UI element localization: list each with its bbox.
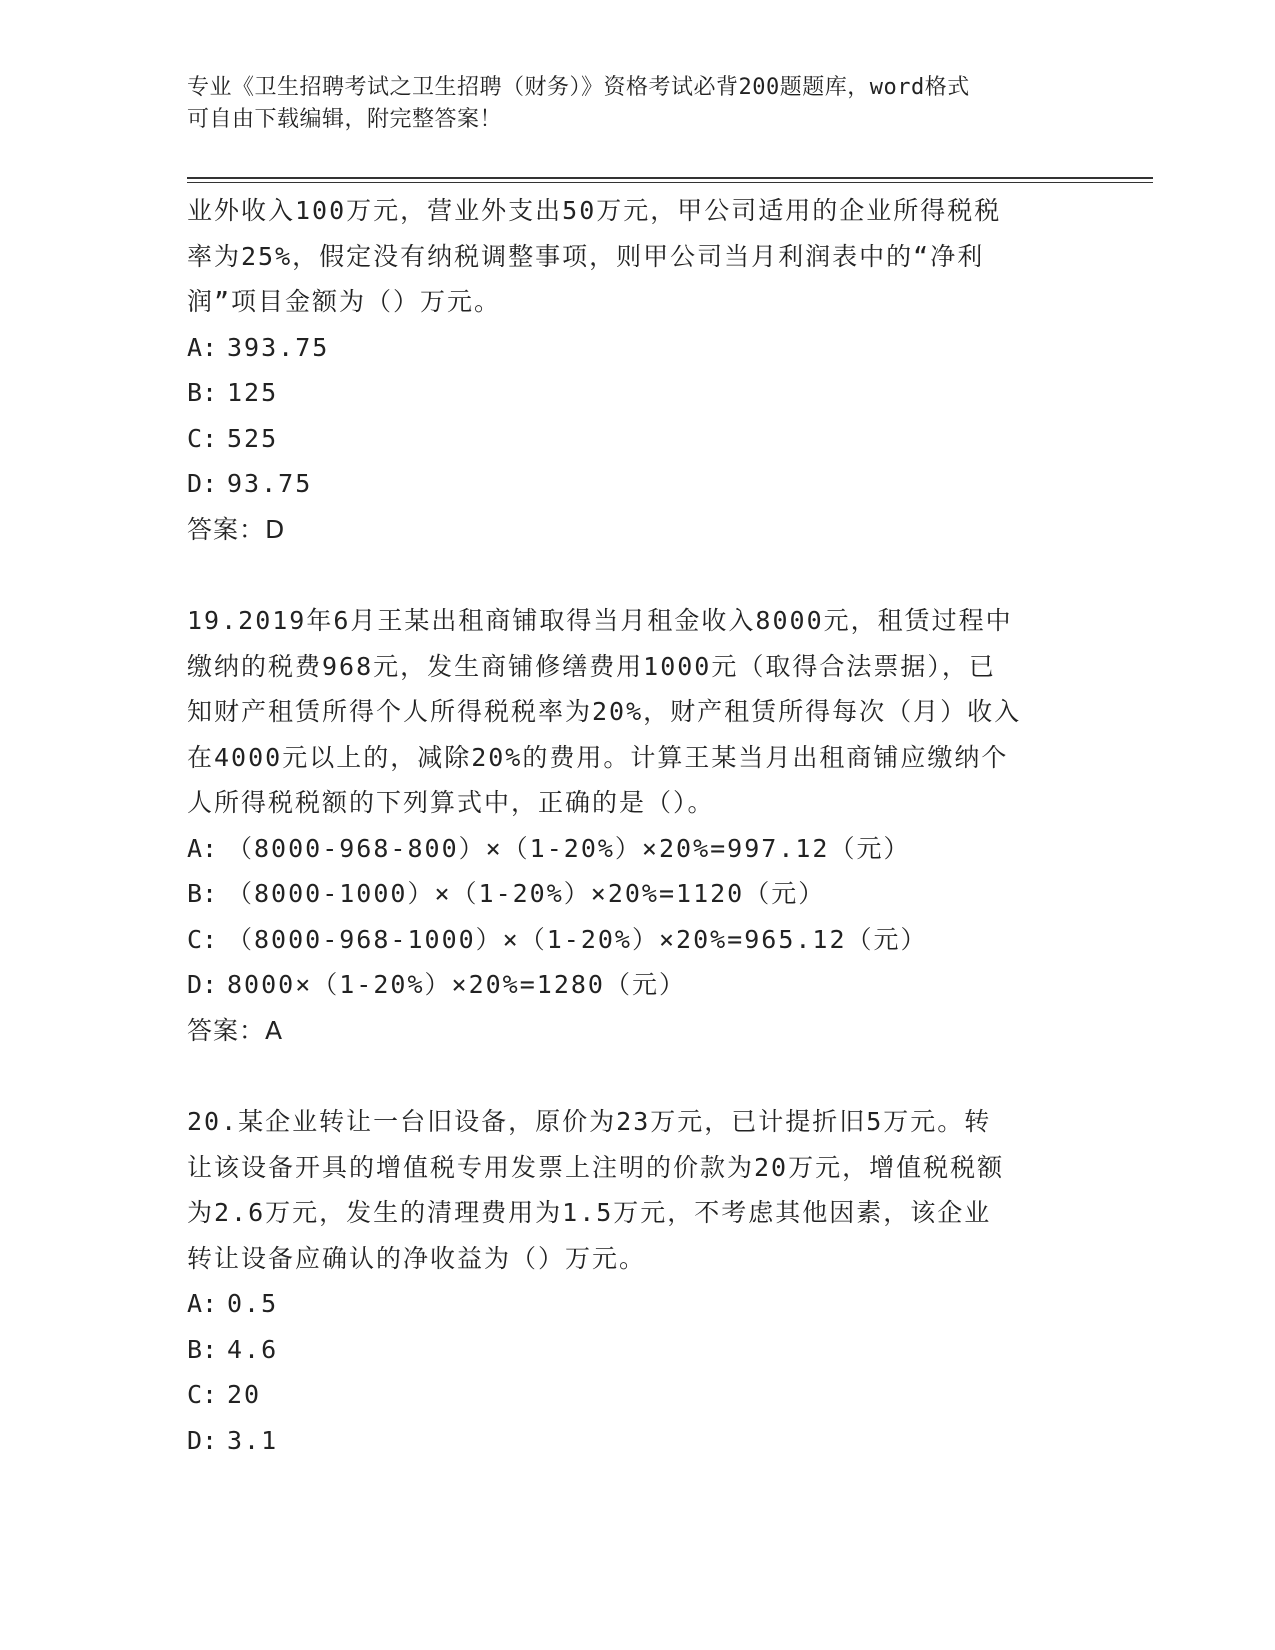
option-text: 8000×（1-20%）×20%=1280（元） bbox=[227, 970, 686, 999]
stem-line: 为2.6万元，发生的清理费用为1.5万元，不考虑其他因素，该企业 bbox=[187, 1198, 992, 1227]
option-letter: B: bbox=[187, 1334, 218, 1364]
answer-line: 答案：A bbox=[187, 1015, 284, 1045]
question-spacer bbox=[187, 552, 1097, 598]
header-line-2: 可自由下载编辑，附完整答案！ bbox=[187, 107, 503, 132]
option-letter: C: bbox=[187, 423, 218, 453]
stem-line: 知财产租赁所得个人所得税税率为20%，财产租赁所得每次（月）收入 bbox=[187, 697, 1022, 726]
option-b bbox=[187, 370, 1097, 416]
answer-line: 答案：D bbox=[187, 514, 286, 544]
option-letter: C: bbox=[187, 1380, 218, 1409]
question-stem bbox=[187, 1099, 1097, 1281]
option-text: 125 bbox=[227, 378, 279, 407]
option-letter: B: bbox=[187, 378, 218, 407]
question-stem bbox=[187, 598, 1097, 826]
option-text: 0.5 bbox=[227, 1289, 279, 1318]
stem-line: 率为25%，假定没有纳税调整事项，则甲公司当月利润表中的“净利 bbox=[187, 241, 985, 271]
option-text: 93.75 bbox=[227, 469, 313, 498]
header-divider-thin bbox=[187, 182, 1153, 183]
question-20 bbox=[187, 1099, 1097, 1463]
option-text: 3.1 bbox=[227, 1425, 279, 1455]
option-letter: D: bbox=[187, 970, 218, 999]
option-a bbox=[187, 325, 1097, 371]
stem-line: 让该设备开具的增值税专用发票上注明的价款为20万元，增值税税额 bbox=[187, 1152, 1005, 1182]
option-d bbox=[187, 461, 1097, 507]
question-stem bbox=[187, 188, 1097, 325]
option-letter: A: bbox=[187, 332, 218, 362]
question-list bbox=[187, 188, 1097, 1463]
option-d bbox=[187, 962, 1097, 1008]
question-19 bbox=[187, 598, 1097, 1053]
option-text: （8000-1000）×（1-20%）×20%=1120（元） bbox=[227, 879, 826, 908]
option-letter: B: bbox=[187, 879, 218, 908]
option-letter: A: bbox=[187, 833, 218, 863]
stem-line: 业外收入100万元，营业外支出50万元，甲公司适用的企业所得税税 bbox=[187, 196, 1002, 225]
stem-line: 20.某企业转让一台旧设备，原价为23万元，已计提折旧5万元。转 bbox=[187, 1107, 992, 1136]
option-c bbox=[187, 917, 1097, 963]
option-text: 20 bbox=[227, 1380, 262, 1409]
option-text: 525 bbox=[227, 423, 279, 453]
option-d bbox=[187, 1418, 1097, 1464]
option-b bbox=[187, 1327, 1097, 1373]
stem-line: 在4000元以上的，减除20%的费用。计算王某当月出租商铺应缴纳个 bbox=[187, 742, 1009, 772]
option-text: 4.6 bbox=[227, 1334, 279, 1364]
stem-line: 人所得税税额的下列算式中，正确的是（）。 bbox=[187, 788, 715, 817]
stem-line: 转让设备应确认的净收益为（）万元。 bbox=[187, 1243, 647, 1273]
question-18 bbox=[187, 188, 1097, 552]
document-header bbox=[187, 72, 1067, 136]
option-letter: D: bbox=[187, 1425, 218, 1455]
stem-line: 缴纳的税费968元，发生商铺修缮费用1000元（取得合法票据），已 bbox=[187, 651, 996, 681]
option-c bbox=[187, 416, 1097, 462]
option-letter: C: bbox=[187, 924, 218, 954]
option-a bbox=[187, 1281, 1097, 1327]
option-b bbox=[187, 871, 1097, 917]
option-text: 393.75 bbox=[227, 332, 330, 362]
header-divider-thick bbox=[187, 177, 1153, 179]
option-c bbox=[187, 1372, 1097, 1418]
option-text: （8000-968-1000）×（1-20%）×20%=965.12（元） bbox=[227, 924, 928, 954]
option-letter: D: bbox=[187, 469, 218, 498]
option-a bbox=[187, 826, 1097, 872]
option-letter: A: bbox=[187, 1289, 218, 1318]
stem-line: 润”项目金额为（）万元。 bbox=[187, 287, 502, 316]
header-line-1: 专业《卫生招聘考试之卫生招聘（财务）》资格考试必背200题题库，word格式 bbox=[187, 75, 970, 100]
stem-line: 19.2019年6月王某出租商铺取得当月租金收入8000元，租赁过程中 bbox=[187, 606, 1013, 635]
question-spacer bbox=[187, 1053, 1097, 1099]
option-text: （8000-968-800）×（1-20%）×20%=997.12（元） bbox=[227, 833, 911, 863]
